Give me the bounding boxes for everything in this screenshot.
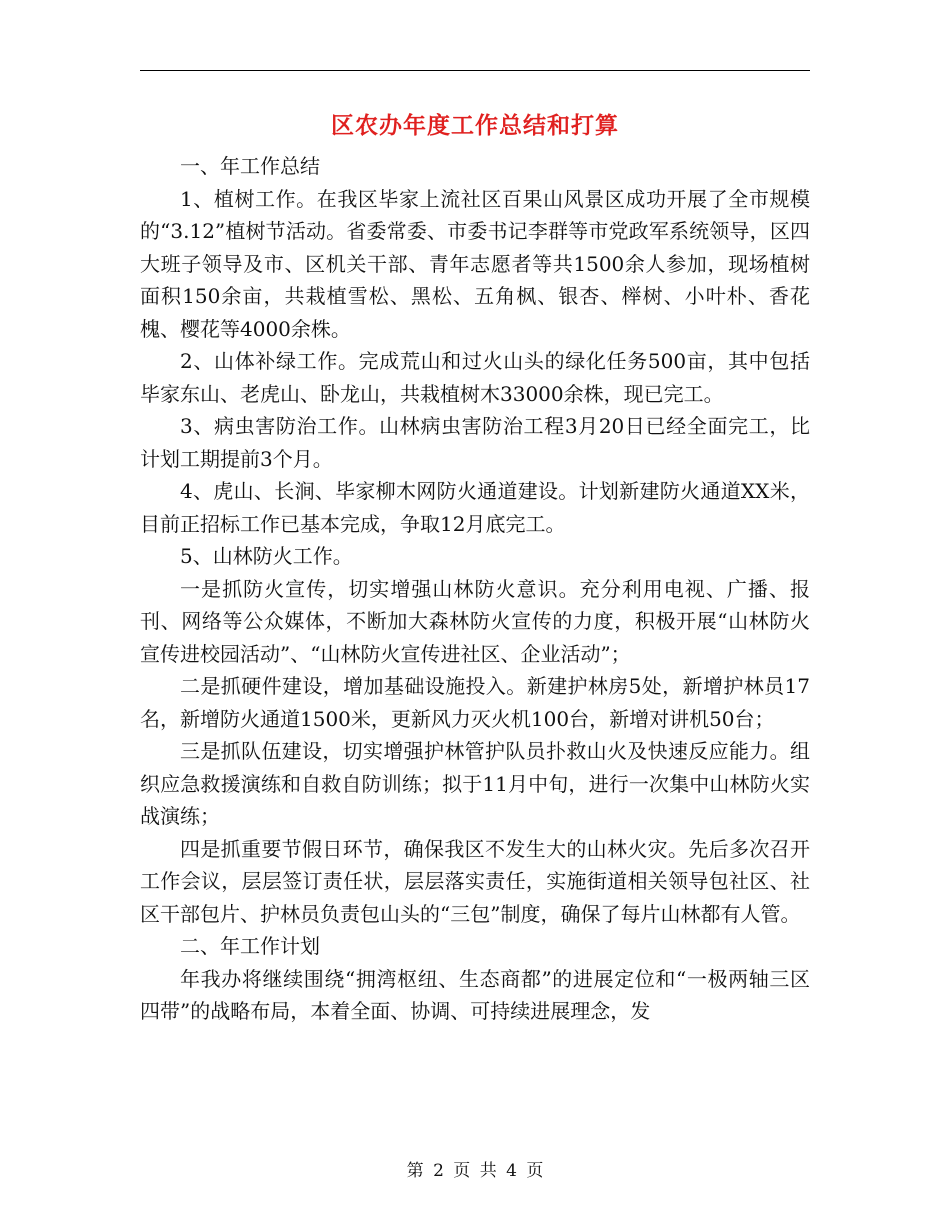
section-heading: 一、年工作总结 — [180, 154, 320, 178]
paragraph: 四是抓重要节假日环节，确保我区不发生大的山林火灾。先后多次召开工作会议，层层签订责任状，层层落实责任，实施街道相关领导包社区、社区干部包片、护林员负责包山头的“三包”制度，确保了每片山林都有人管。 — [140, 836, 810, 926]
paragraph: 年我办将继续围绕“拥湾枢纽、生态商都”的进展定位和“一极两轴三区四带”的战略布局，本着全面、协调、可持续进展理念，发 — [140, 966, 810, 1023]
paragraph: 5、山林防火工作。 — [180, 544, 353, 568]
paragraph: 一是抓防火宣传，切实增强山林防火意识。充分利用电视、广播、报刊、网络等公众媒体，不断加大森林防火宣传的力度，积极开展“山林防火宣传进校园活动”、“山林防火宣传进社区、企业活动”； — [140, 576, 810, 666]
document-title: 区农办年度工作总结和打算 — [331, 112, 619, 139]
paragraph: 3、病虫害防治工作。山林病虫害防治工程3月20日已经全面完工，比计划工期提前3个月。 — [140, 414, 810, 471]
document-body — [140, 150, 810, 1028]
paragraph: 1、植树工作。在我区毕家上流社区百果山风景区成功开展了全市规模的“3.12”植树节活动。省委常委、市委书记李群等市党政军系统领导，区四大班子领导及市、区机关干部、青年志愿者等共1500余人参加，现场植树面积150余亩，共栽植雪松、黑松、五角枫、银杏、榉树、小叶朴、香花槐、樱花等4000余株。 — [140, 186, 810, 341]
paragraph: 三是抓队伍建设，切实增强护林管护队员扑救山火及快速反应能力。组织应急救援演练和自救自防训练；拟于11月中旬，进行一次集中山林防火实战演练； — [140, 739, 810, 828]
paragraph: 二是抓硬件建设，增加基础设施投入。新建护林房5处，新增护林员17名，新增防火通道1500米，更新风力灭火机100台，新增对讲机50台； — [140, 674, 810, 731]
paragraph: 4、虎山、长涧、毕家柳木网防火通道建设。计划新建防火通道XX米，目前正招标工作已基本完成，争取12月底完工。 — [140, 479, 810, 536]
page-footer: 第 2 页 共 4 页 — [406, 1161, 544, 1181]
section-heading: 二、年工作计划 — [180, 934, 320, 958]
header-rule — [140, 70, 810, 71]
paragraph: 2、山体补绿工作。完成荒山和过火山头的绿化任务500亩，其中包括毕家东山、老虎山、卧龙山，共栽植树木33000余株，现已完工。 — [140, 349, 810, 406]
